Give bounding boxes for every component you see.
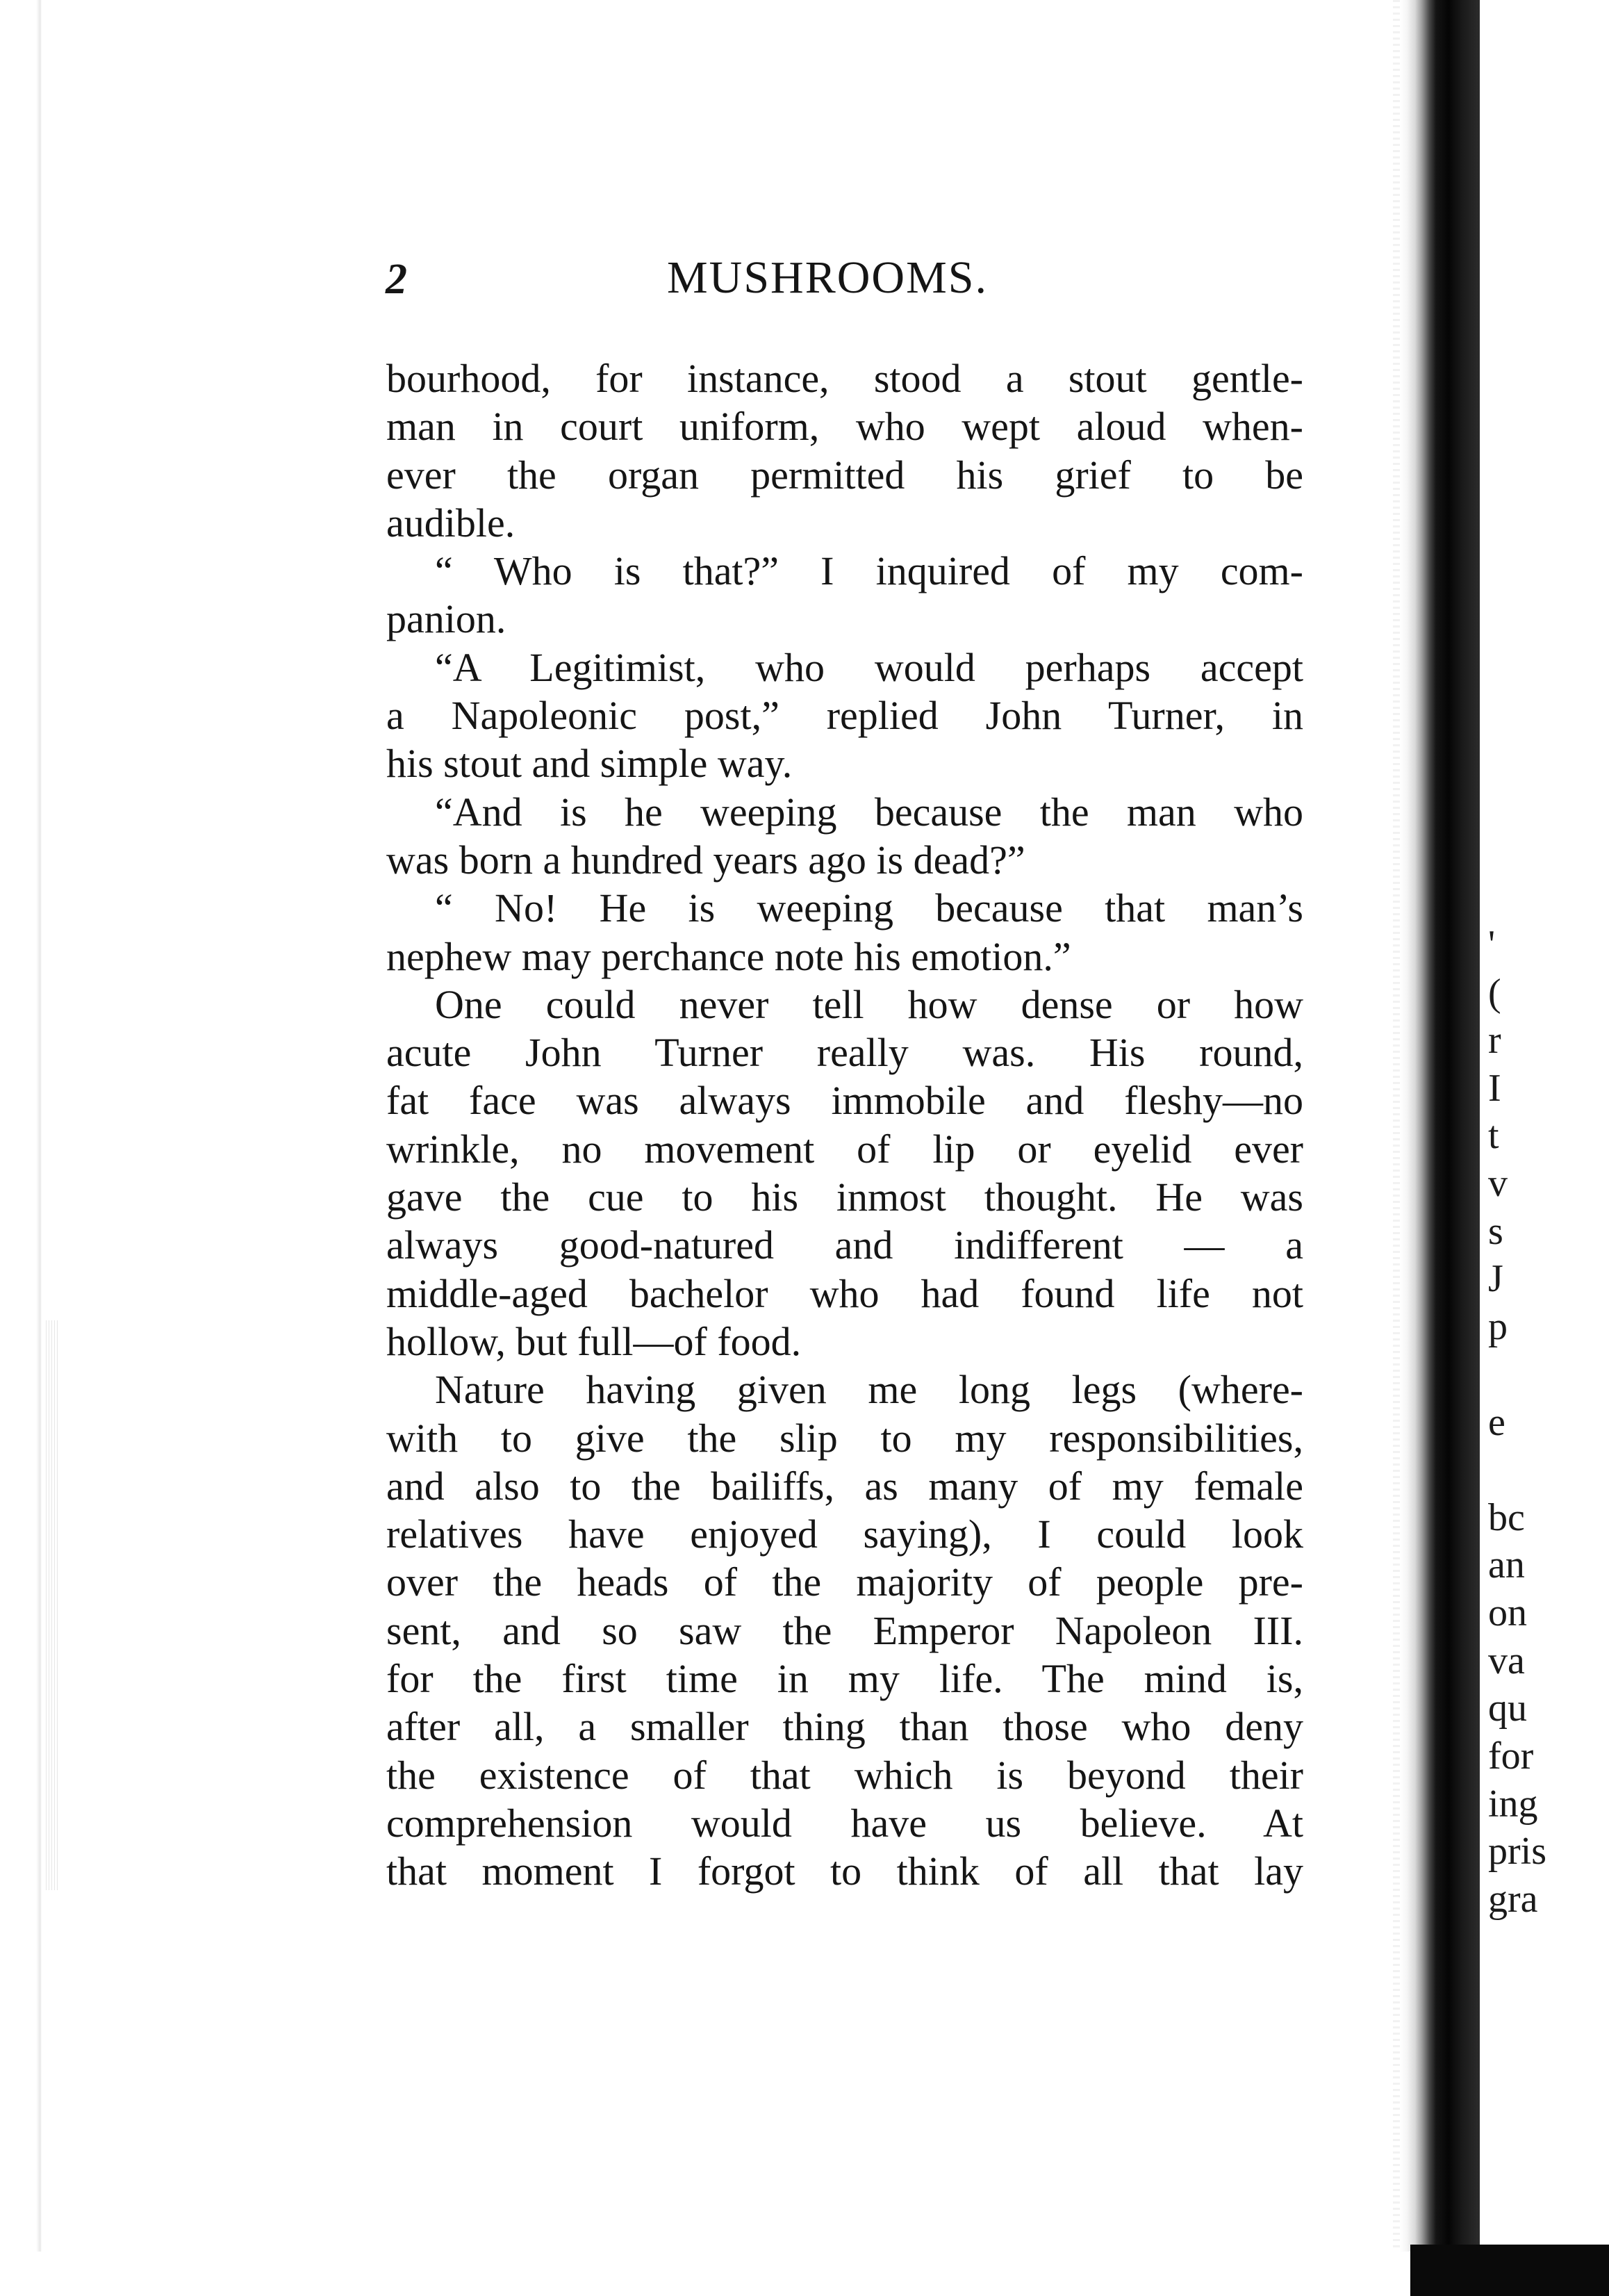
text-line: over the heads of the majority of people pre- <box>386 1559 1303 1605</box>
facing-page-fragment-text: I <box>1488 1067 1501 1110</box>
text-line: acute John Turner really was. His round, <box>386 1030 1303 1076</box>
text-line: “A Legitimist, who would perhaps accept <box>435 644 1303 690</box>
text-line: ever the organ permitted his grief to be <box>386 452 1303 498</box>
facing-page-fragment-text: s <box>1488 1210 1503 1253</box>
text-line: Nature having given me long legs (where- <box>435 1367 1303 1413</box>
text-line: wrinkle, no movement of lip or eyelid ever <box>386 1126 1303 1172</box>
text-line: hollow, but full—of food. <box>386 1318 802 1364</box>
facing-page-fragment <box>1480 0 1609 2296</box>
text-line: “ Who is that?” I inquired of my com- <box>435 548 1303 594</box>
text-line: “ No! He is weeping because that man’s <box>435 885 1303 931</box>
facing-page-fragment-text: an <box>1488 1543 1525 1586</box>
facing-page-fragment-text: ' <box>1488 923 1496 966</box>
text-line: that moment I forgot to think of all that lay <box>386 1848 1303 1894</box>
text-line: gave the cue to his inmost thought. He was <box>386 1174 1303 1220</box>
running-head: MUSHROOMS. <box>667 252 988 303</box>
text-line: comprehension would have us believe. At <box>386 1800 1303 1846</box>
text-line: and also to the bailiffs, as many of my female <box>386 1463 1303 1509</box>
text-line: the existence of that which is beyond their <box>386 1752 1303 1798</box>
text-line: his stout and simple way. <box>386 741 793 787</box>
text-line: audible. <box>386 500 515 546</box>
facing-page-fragment-text: gra <box>1488 1878 1538 1921</box>
facing-page-fragment-text: va <box>1488 1639 1525 1682</box>
text-line: nephew may perchance note his emotion.” <box>386 933 1071 979</box>
text-line: “And is he weeping because the man who <box>435 789 1303 835</box>
text-line: panion. <box>386 596 506 642</box>
facing-page-fragment-text: p <box>1488 1305 1508 1348</box>
text-line: sent, and so saw the Emperor Napoleon III. <box>386 1607 1303 1653</box>
facing-page-fragment-text: ( <box>1488 971 1501 1015</box>
facing-page-fragment-text: on <box>1488 1591 1527 1634</box>
facing-page-fragment-text: pris <box>1488 1830 1546 1873</box>
text-line: One could never tell how dense or how <box>435 981 1303 1027</box>
text-line: fat face was always immobile and fleshy—no <box>386 1078 1303 1124</box>
facing-page-fragment-text: J <box>1488 1257 1503 1300</box>
page-header <box>386 247 1303 309</box>
text-line: man in court uniform, who wept aloud when- <box>386 404 1303 450</box>
text-line: after all, a smaller thing than those who deny <box>386 1704 1303 1750</box>
facing-page-fragment-text: for <box>1488 1735 1534 1778</box>
scan-corner-shadow <box>1410 2245 1609 2296</box>
text-line: middle-aged bachelor who had found life not <box>386 1270 1303 1316</box>
book-gutter <box>1400 0 1480 2296</box>
text-line: for the first time in my life. The mind is, <box>386 1656 1303 1702</box>
text-line: relatives have enjoyed saying), I could look <box>386 1511 1303 1557</box>
text-line: a Napoleonic post,” replied John Turner, in <box>386 693 1303 739</box>
scan-bottom-margin <box>0 2252 1609 2296</box>
text-line: bourhood, for instance, stood a stout gentle- <box>386 356 1303 401</box>
page-number: 2 <box>386 256 407 303</box>
facing-page-fragment-text: t <box>1488 1114 1499 1157</box>
text-line: always good-natured and indifferent — a <box>386 1222 1303 1268</box>
facing-page-fragment-text: ing <box>1488 1782 1538 1826</box>
text-line: was born a hundred years ago is dead?” <box>386 837 1025 883</box>
facing-page-fragment-text: bc <box>1488 1496 1525 1539</box>
text-line: with to give the slip to my responsibilities, <box>386 1415 1303 1461</box>
facing-page-fragment-text: qu <box>1488 1687 1527 1730</box>
facing-page-fragment-text: r <box>1488 1019 1501 1062</box>
facing-page-fragment-text: v <box>1488 1162 1508 1205</box>
facing-page-fragment-text: e <box>1488 1401 1505 1444</box>
body-text <box>386 354 1303 1896</box>
